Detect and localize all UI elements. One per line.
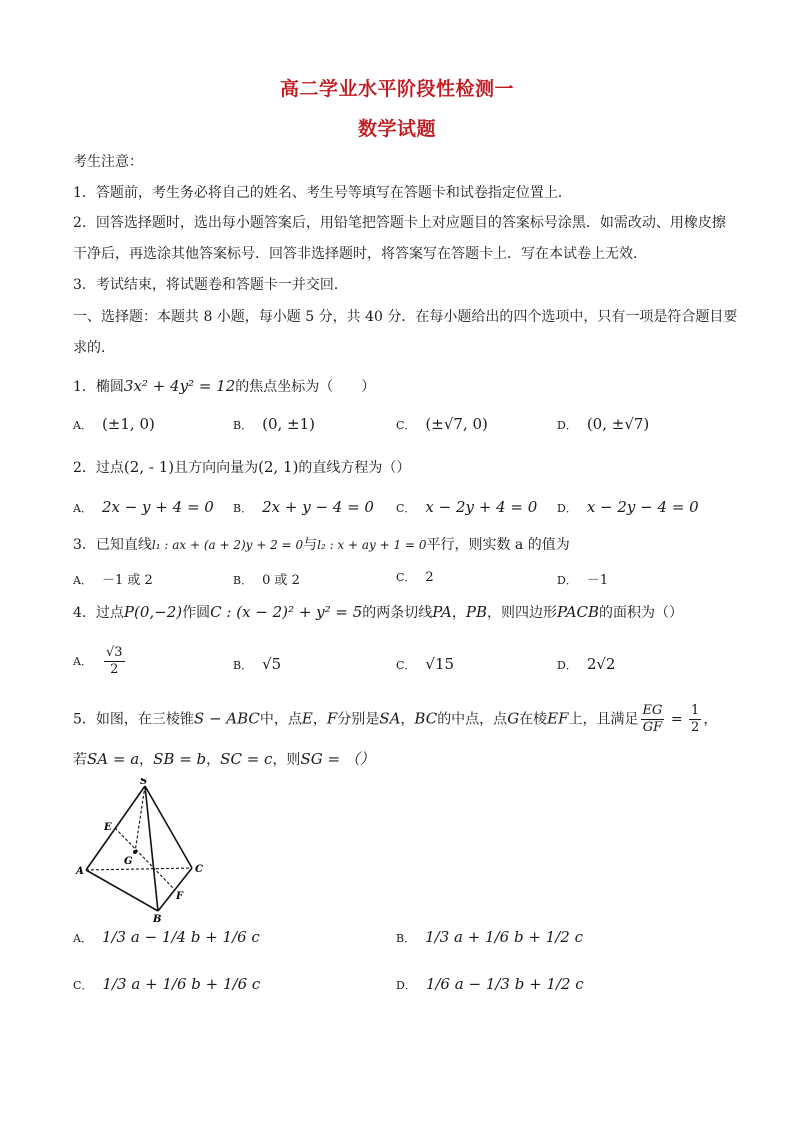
notice-item-3: 3．考试结束，将试题卷和答题卡一并交回． bbox=[73, 277, 348, 293]
section-instructions: 一、选择题：本题共 8 小题，每小题 5 分，共 40 分．在每小题给出的四个选项中，只有一项是符合题目要 bbox=[73, 309, 738, 325]
label-f: F bbox=[176, 891, 184, 902]
q1-option-d[interactable]: D． (0, ±√7) bbox=[557, 415, 650, 433]
label-a: A bbox=[76, 866, 84, 877]
q2-point: (2, - 1) bbox=[123, 458, 175, 476]
q5-option-b[interactable]: B． 1/3 a + 1/6 b + 1/2 c bbox=[396, 928, 583, 946]
pyramid-figure bbox=[74, 778, 210, 924]
label-e: E bbox=[104, 822, 112, 833]
q3-option-c[interactable]: C． 2 bbox=[396, 570, 434, 585]
q1-suffix: 的焦点坐标为（ ） bbox=[235, 379, 376, 395]
q4-option-d[interactable]: D． 2√2 bbox=[557, 655, 616, 673]
notice-heading: 考生注意： bbox=[73, 154, 143, 170]
section-instructions-cont: 求的． bbox=[73, 340, 115, 356]
q4-option-c[interactable]: C． √15 bbox=[396, 655, 455, 673]
exam-subtitle: 数学试题 bbox=[357, 118, 436, 140]
label-b: B bbox=[153, 914, 162, 924]
question-5-line-1: 5．如图，在三棱锥S − ABC中，点E，F分别是SA，BC的中点，点G在棱EF上，且满足 $\frac{EG}{GF}$ = $\frac{1}{2}$ ， bbox=[73, 703, 718, 735]
question-3: 3．已知直线l₁ : ax + (a + 2)y + 2 = 0与l₂ : x + ay + 1 = 0平行，则实数 a 的值为 bbox=[73, 537, 570, 553]
q2-direction-vector: (2, 1) bbox=[258, 458, 299, 476]
question-5-line-2: 若SA = a，SB = b，SC = c，则SG = （） bbox=[73, 750, 375, 768]
q2-option-a[interactable]: A． 2x − y + 4 = 0 bbox=[73, 498, 214, 516]
q5-option-c[interactable]: C． 1/3 a + 1/6 b + 1/6 c bbox=[73, 975, 261, 993]
q3-option-b[interactable]: B． 0 或 2 bbox=[233, 573, 300, 588]
q4-circle: C : (x − 2)² + y² = 5 bbox=[210, 603, 363, 621]
question-1 bbox=[73, 376, 733, 397]
notice-item-1: 1．答题前，考生务必将自己的姓名、考生号等填写在答题卡和试卷指定位置上． bbox=[73, 185, 572, 201]
notice-item-2: 2．回答选择题时，选出每小题答案后，用铅笔把答题卡上对应题目的答案标号涂黑．如需改动、用橡皮擦 bbox=[73, 215, 726, 231]
q2-option-c[interactable]: C． x − 2y + 4 = 0 bbox=[396, 498, 538, 516]
notice-item-2-cont: 干净后，再选涂其他答案标号．回答非选择题时，将答案写在答题卡上．写在本试卷上无效． bbox=[73, 246, 647, 262]
q1-equation: 3x² + 4y² = 12 bbox=[123, 377, 236, 395]
q5-option-d[interactable]: D． 1/6 a − 1/3 b + 1/2 c bbox=[396, 975, 584, 993]
q4-option-a[interactable]: A． $\frac{√3}{2}$ bbox=[73, 645, 123, 677]
q3-line-l2: l₂ : x + ay + 1 = 0 bbox=[317, 538, 427, 552]
q2-option-b[interactable]: B． 2x + y − 4 = 0 bbox=[233, 498, 374, 516]
q3-option-a[interactable]: A． －1 或 2 bbox=[73, 573, 153, 588]
q1-prefix: 1．椭圆 bbox=[73, 379, 124, 395]
question-2: 2．过点(2, - 1)且方向向量为(2, 1)的直线方程为（） bbox=[73, 458, 411, 476]
q1-option-a[interactable]: A． (±1, 0) bbox=[73, 415, 155, 433]
q3-option-d[interactable]: D． －1 bbox=[557, 573, 609, 588]
q1-option-c[interactable]: C． (±√7, 0) bbox=[396, 415, 488, 433]
q4-option-b[interactable]: B． √5 bbox=[233, 655, 282, 673]
q2-option-d[interactable]: D． x − 2y − 4 = 0 bbox=[557, 498, 699, 516]
exam-title: 高二学业水平阶段性检测一 bbox=[279, 78, 514, 100]
label-g: G bbox=[124, 856, 133, 867]
q4-point: P(0,−2) bbox=[123, 603, 183, 621]
q1-option-b[interactable]: B． (0, ±1) bbox=[233, 415, 315, 433]
label-s: S bbox=[140, 778, 148, 787]
q3-line-l1: l₁ : ax + (a + 2)y + 2 = 0 bbox=[151, 538, 304, 552]
question-4: 4．过点P(0,−2)作圆C : (x − 2)² + y² = 5的两条切线PA，PB，则四边形PACB的面积为（） bbox=[73, 603, 684, 621]
q5-option-a[interactable]: A． 1/3 a − 1/4 b + 1/6 c bbox=[73, 928, 260, 946]
label-c: C bbox=[195, 864, 203, 875]
